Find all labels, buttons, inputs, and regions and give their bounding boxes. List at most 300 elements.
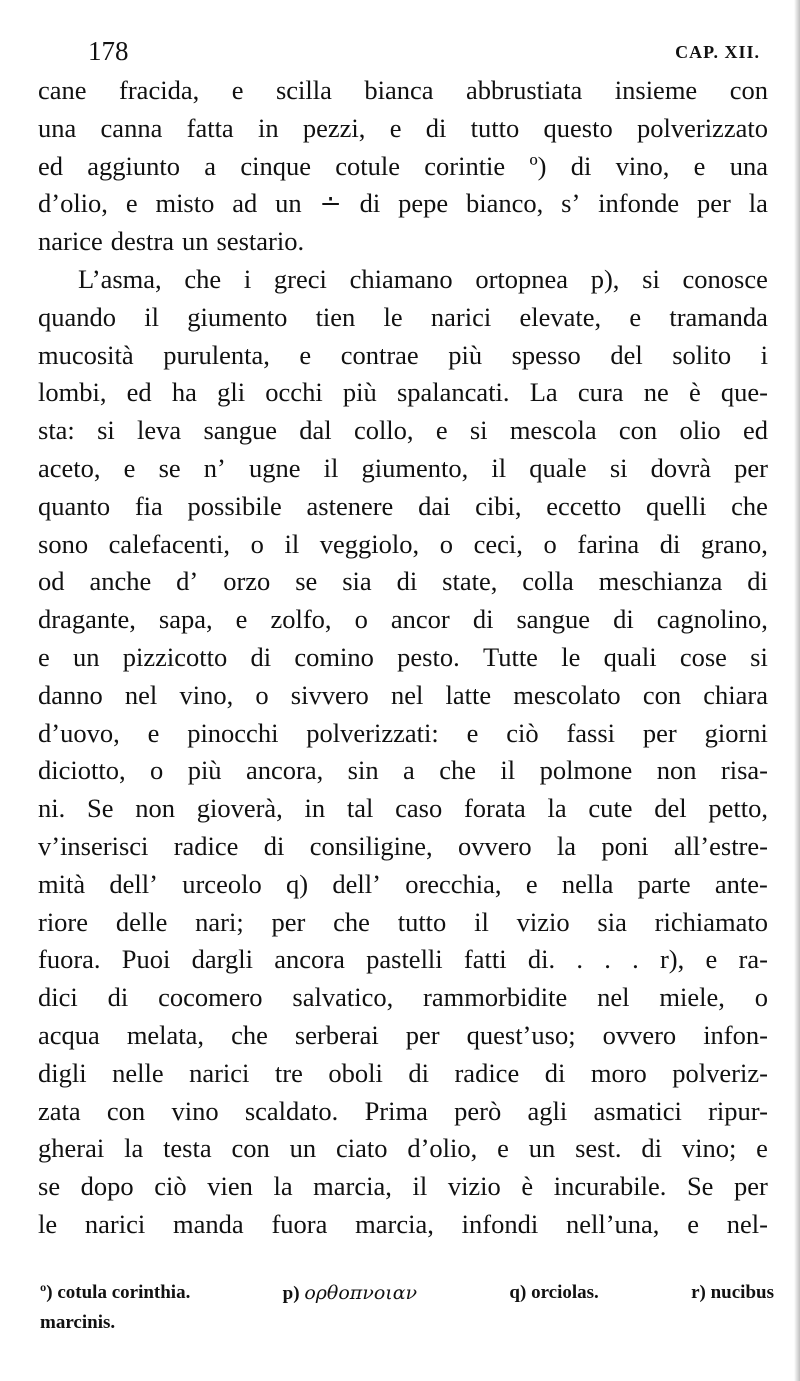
word: v’inserisci — [38, 830, 149, 861]
word: s’ — [561, 188, 581, 219]
footnote-line — [40, 1308, 774, 1338]
word: più — [342, 377, 377, 408]
word: elevate, — [519, 301, 602, 332]
footnote-r-end: marcinis. — [40, 1312, 116, 1333]
word: marcia, — [355, 1208, 434, 1239]
word: ∸ — [319, 188, 342, 219]
word: destra — [110, 226, 175, 257]
word: che — [333, 906, 370, 937]
word: del — [610, 339, 643, 370]
word: per — [405, 1019, 440, 1050]
word: ugne — [249, 452, 301, 483]
word: nell’una, — [565, 1208, 660, 1239]
word: e — [756, 1133, 768, 1164]
text-line — [38, 72, 768, 110]
word: di — [613, 604, 634, 635]
word: infondi — [461, 1208, 539, 1239]
word: o — [439, 528, 454, 559]
text-line — [38, 1055, 768, 1093]
word: si — [97, 415, 115, 446]
word: di — [250, 641, 272, 672]
word: serberai — [294, 1019, 379, 1050]
word: sapa, — [158, 604, 213, 635]
word: incurabile. — [553, 1171, 667, 1202]
word: di — [408, 1057, 429, 1088]
word: per — [696, 188, 731, 219]
word: polverizzati: — [306, 717, 439, 748]
word: di — [396, 566, 418, 597]
text-line — [38, 752, 768, 790]
word: con — [642, 679, 682, 710]
word: di — [747, 566, 768, 597]
word: conosce — [682, 263, 768, 294]
word: sivvero — [290, 679, 369, 710]
word: con — [729, 75, 768, 105]
word: mità — [38, 868, 86, 899]
word: d’ — [176, 566, 199, 597]
word: quanto — [38, 490, 111, 521]
word: sono — [38, 528, 89, 559]
word: o — [255, 679, 269, 710]
word: in — [257, 112, 279, 143]
word: cibi, — [475, 490, 522, 521]
word: vino; — [681, 1133, 737, 1164]
word: quest’uso; — [466, 1019, 576, 1050]
word: ancora, — [245, 755, 324, 786]
word: La — [529, 377, 558, 408]
word: nel — [390, 679, 424, 710]
word: dai — [418, 490, 451, 521]
word: d’uovo, — [38, 717, 120, 748]
word: danno — [38, 679, 103, 710]
word: è — [688, 377, 701, 408]
word: con — [618, 415, 658, 446]
text-line — [38, 1206, 768, 1244]
word: gli — [217, 377, 246, 408]
word: mescolato — [513, 679, 621, 710]
word: poni — [601, 830, 649, 861]
word: all’estre- — [673, 830, 768, 861]
word: narice — [38, 226, 103, 257]
page-number: 178 — [88, 36, 129, 66]
text-line — [38, 299, 768, 337]
word: collo, — [353, 415, 414, 446]
word: caso — [395, 793, 443, 824]
word: che — [231, 1019, 268, 1050]
word: cotule — [335, 150, 400, 181]
word: comino — [294, 641, 374, 672]
word: a — [204, 150, 217, 181]
word: si — [642, 263, 660, 294]
body-text — [38, 72, 768, 1244]
word: a — [403, 755, 415, 786]
word: più — [448, 339, 483, 370]
word: più — [187, 755, 222, 786]
word: Puoi — [121, 944, 171, 975]
word: ad — [232, 188, 258, 219]
word: o — [250, 528, 264, 559]
word: e — [38, 641, 50, 672]
word: quale — [529, 452, 587, 483]
word: e — [123, 452, 136, 483]
word: zolfo, — [270, 604, 332, 635]
word: sestario. — [216, 226, 305, 257]
word: forata — [463, 793, 526, 824]
word: la — [547, 793, 567, 824]
word: fatta — [186, 112, 234, 143]
word: vino, — [179, 679, 234, 710]
word: digli — [38, 1057, 87, 1088]
word: le — [38, 1208, 58, 1239]
word: cose — [679, 641, 727, 672]
word: fassi — [566, 717, 616, 748]
word: º) — [529, 150, 547, 181]
word: ed — [742, 415, 768, 446]
word: di — [359, 188, 381, 219]
word: pinocchi — [187, 717, 279, 748]
word: state, — [442, 566, 498, 597]
word: greci — [273, 263, 327, 294]
word: non — [135, 793, 175, 824]
word: o — [150, 755, 164, 786]
word: dici — [38, 982, 78, 1013]
word: ripur- — [708, 1095, 768, 1126]
word: grano, — [700, 528, 768, 559]
word: con — [231, 1133, 270, 1164]
word: e — [629, 301, 642, 332]
word: insieme — [614, 75, 698, 105]
word: spesso — [511, 339, 581, 370]
word: giorni — [704, 717, 768, 748]
word: ortopnea — [475, 263, 569, 294]
word: melata, — [126, 1019, 205, 1050]
word: d’olio, — [38, 188, 108, 219]
word: anche — [89, 566, 152, 597]
word: petto, — [708, 793, 768, 824]
text-line — [38, 1168, 768, 1206]
word: pastelli — [366, 944, 443, 975]
word: le — [383, 301, 403, 332]
word: la — [124, 1133, 144, 1164]
footnote-p-greek: ορθοπνοιαν — [304, 1282, 418, 1304]
word: ciò — [506, 717, 539, 748]
word: bianco, — [466, 188, 544, 219]
word: narici — [430, 301, 492, 332]
word: infon- — [703, 1019, 768, 1050]
word: chiamano — [349, 263, 453, 294]
word: e — [466, 717, 479, 748]
word: fia — [134, 490, 163, 521]
word: polverizzato — [637, 112, 768, 143]
word: nella — [561, 868, 614, 899]
word: di — [641, 1133, 662, 1164]
word: sia — [342, 566, 372, 597]
word: di — [544, 1057, 566, 1088]
word: questo — [543, 112, 613, 143]
word: dell’ — [109, 868, 158, 899]
word: pepe — [398, 188, 449, 219]
word: moro — [590, 1057, 647, 1088]
word: o — [543, 528, 557, 559]
word: Prima — [364, 1095, 428, 1126]
word: il — [491, 452, 507, 483]
text-line — [38, 374, 768, 412]
footnote-q: q) orciolas. — [509, 1282, 599, 1303]
word: si — [609, 452, 628, 483]
word: si — [469, 415, 488, 446]
word: purulenta, — [163, 339, 270, 370]
text-line — [38, 941, 768, 979]
word: quelli — [646, 490, 707, 521]
word: un — [275, 188, 302, 219]
word: per — [734, 1171, 768, 1202]
text-line — [38, 148, 768, 186]
page-edge-shadow — [794, 0, 800, 1381]
word: nel — [597, 982, 630, 1013]
footnote-line — [40, 1278, 774, 1308]
word: dell’ — [332, 868, 381, 899]
word: la — [748, 188, 768, 219]
word: contrae — [340, 339, 419, 370]
word: ceci, — [473, 528, 523, 559]
word: scaldato. — [244, 1095, 339, 1126]
word: cagnolino, — [656, 604, 768, 635]
word: ancora — [274, 944, 345, 975]
word: le — [561, 641, 581, 672]
text-line — [38, 563, 768, 601]
word: que- — [720, 377, 768, 408]
word: che — [731, 490, 768, 521]
text-line — [38, 526, 768, 564]
text-line — [38, 866, 768, 904]
word: r), — [659, 944, 685, 975]
word: farina — [577, 528, 640, 559]
word: colla — [522, 566, 574, 597]
word: di — [570, 150, 592, 181]
word: bianca — [364, 75, 434, 105]
word: sia — [597, 906, 627, 937]
word: olio — [679, 415, 721, 446]
word: il — [412, 1171, 428, 1202]
word: latte — [445, 679, 492, 710]
word: quali — [603, 641, 657, 672]
word: . — [604, 944, 611, 975]
word: leva — [137, 415, 182, 446]
text-line — [38, 904, 768, 942]
word: pizzicotto — [122, 641, 228, 672]
word: dargli — [191, 944, 253, 975]
word: sest. — [575, 1133, 622, 1164]
word: un — [73, 641, 100, 672]
footnotes — [40, 1278, 774, 1338]
word: cura — [577, 377, 624, 408]
word: dragante, — [38, 604, 136, 635]
word: orzo — [223, 566, 271, 597]
word: infonde — [598, 188, 680, 219]
word: ne — [643, 377, 669, 408]
word: il — [323, 452, 339, 483]
text-line — [38, 639, 768, 677]
word: riore — [38, 906, 89, 937]
word: di — [472, 604, 494, 635]
word: acqua — [38, 1019, 100, 1050]
word: e — [525, 868, 538, 899]
word: cocomero — [158, 982, 263, 1013]
word: se — [158, 452, 181, 483]
word: che — [184, 263, 222, 294]
word: ed — [126, 377, 152, 408]
word: n’ — [203, 452, 226, 483]
word: nari; — [195, 906, 244, 937]
text-line — [38, 1093, 768, 1131]
text-line — [38, 261, 768, 299]
word: tutto — [470, 112, 520, 143]
word: . — [576, 944, 583, 975]
word: urceolo — [182, 868, 262, 899]
text-line — [38, 337, 768, 375]
word: rammorbidite — [423, 982, 568, 1013]
word: fracida, — [119, 75, 200, 105]
word: ni. — [38, 793, 66, 824]
word: è — [521, 1171, 534, 1202]
word: fatti — [463, 944, 507, 975]
word: aggiunto — [87, 150, 181, 181]
word: ciato — [335, 1133, 388, 1164]
word: mescola — [509, 415, 597, 446]
word: . — [632, 944, 639, 975]
word: e — [435, 415, 448, 446]
running-head: CAP. XII. — [675, 42, 760, 62]
word: o — [354, 604, 368, 635]
word: zata — [38, 1095, 81, 1126]
word: un — [528, 1133, 556, 1164]
word: parte — [637, 868, 691, 899]
word: meschianza — [598, 566, 723, 597]
word: q) — [285, 868, 309, 899]
word: Se — [86, 793, 114, 824]
text-line — [38, 979, 768, 1017]
word: sangue — [516, 604, 591, 635]
word: tre — [274, 1057, 303, 1088]
word: e — [299, 339, 312, 370]
word: di — [263, 830, 285, 861]
word: chiara — [703, 679, 768, 710]
word: abbrustiata — [466, 75, 583, 105]
word: gioverà, — [196, 793, 283, 824]
word: ovvero — [602, 1019, 677, 1050]
word: giumento, — [361, 452, 469, 483]
word: od — [38, 566, 65, 597]
word: un — [182, 226, 209, 257]
word: quando — [38, 301, 117, 332]
word: ante- — [714, 868, 768, 899]
page-header — [88, 36, 760, 66]
word: vizio — [516, 906, 570, 937]
word: nel- — [726, 1208, 768, 1239]
word: per — [271, 906, 306, 937]
word: con — [106, 1095, 146, 1126]
word: nelle — [112, 1057, 164, 1088]
word: fuora — [271, 1208, 328, 1239]
word: un — [289, 1133, 317, 1164]
word: ed — [38, 150, 64, 181]
word: tien — [315, 301, 356, 332]
word: ciò — [154, 1171, 187, 1202]
word: vino, — [615, 150, 670, 181]
word: ancor — [390, 604, 450, 635]
word: per — [734, 452, 768, 483]
word: cane — [38, 75, 87, 105]
word: però — [454, 1095, 502, 1126]
text-line — [38, 185, 768, 223]
text-line — [38, 828, 768, 866]
word: L’asma, — [78, 263, 162, 294]
footnote-p-marker: p) — [282, 1283, 300, 1304]
word: vino — [171, 1095, 219, 1126]
text-line — [38, 790, 768, 828]
word: oboli — [328, 1057, 383, 1088]
word: dal — [299, 415, 332, 446]
word: per — [642, 717, 677, 748]
word: solito — [672, 339, 732, 370]
word: se — [295, 566, 318, 597]
word: possibile — [187, 490, 282, 521]
word: una — [38, 112, 77, 143]
word: astenere — [306, 490, 394, 521]
word: e — [693, 150, 706, 181]
word: che — [439, 755, 476, 786]
word: richiamato — [654, 906, 768, 937]
text-line — [38, 488, 768, 526]
word: la — [556, 830, 577, 861]
word: dopo — [80, 1171, 134, 1202]
word: orecchia, — [405, 868, 502, 899]
word: e — [147, 717, 160, 748]
word: salvatico, — [292, 982, 394, 1013]
word: eccetto — [546, 490, 622, 521]
text-line — [38, 1130, 768, 1168]
word: delle — [115, 906, 168, 937]
text-line — [38, 223, 768, 261]
word: calefacenti, — [108, 528, 231, 559]
word: vizio — [447, 1171, 501, 1202]
word: se — [38, 1171, 61, 1202]
text-line — [38, 110, 768, 148]
text-line — [38, 1017, 768, 1055]
word: ra- — [738, 944, 768, 975]
word: Tutte — [482, 641, 538, 672]
word: tutto — [397, 906, 447, 937]
word: narici — [189, 1057, 250, 1088]
word: una — [729, 150, 768, 181]
word: asmatici — [593, 1095, 682, 1126]
word: mucosità — [38, 339, 134, 370]
word: i — [760, 339, 768, 370]
word: e — [389, 112, 402, 143]
word: ha — [171, 377, 197, 408]
word: miele, — [659, 982, 725, 1013]
word: corintie — [424, 150, 506, 181]
word: la — [273, 1171, 293, 1202]
word: e — [231, 75, 244, 105]
text-line — [38, 677, 768, 715]
word: spalancati. — [396, 377, 510, 408]
text-line — [38, 450, 768, 488]
text-line — [38, 601, 768, 639]
word: e — [497, 1133, 509, 1164]
word: testa — [163, 1133, 212, 1164]
word: e — [687, 1208, 699, 1239]
